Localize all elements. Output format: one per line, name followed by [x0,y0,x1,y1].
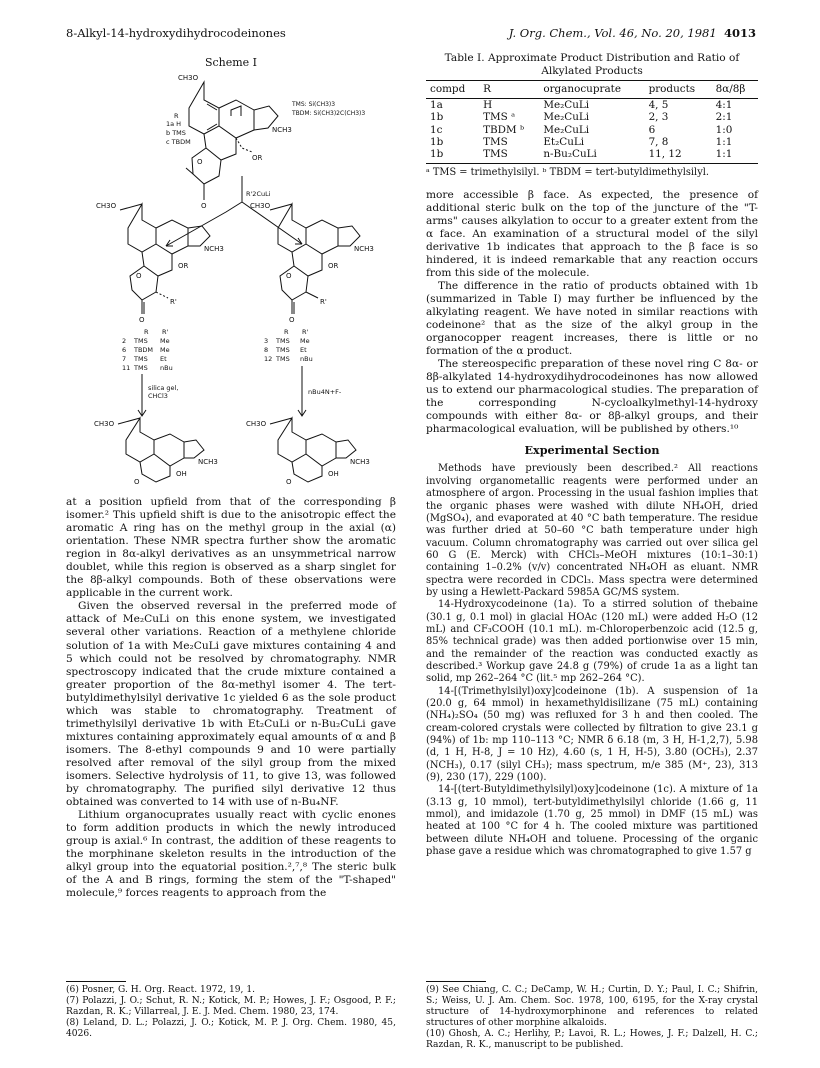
table-footnote: ᵃ TMS = trimethylsilyl. ᵇ TBDM = tert-butyldimethylsilyl. [426,166,709,178]
table-1 [426,80,758,164]
footnote-6: (6) Posner, G. H. Org. React. 1972, 19, 1. [66,985,256,995]
table-cell: 2:1 [715,111,733,124]
table-cell: n-Bu₂CuLi [539,148,644,163]
table-cell: 1b [430,135,444,148]
s3-r: R' [320,298,327,306]
left-paragraph-2: Given the observed reversal in the preferred mode of attack of Me₂CuLi on this enone system, we investigated several other variations. Reaction of a methylene chloride solution of 1a with Me₂CuLi gave mixtures containing 4 and 5 which could not be resolved by chromatography. NMR spectroscopy indicated that the crude mixture contained a greater proportion of the 8α-methyl isomer 4. The tert-butyldimethylsilyl derivative 1c yielded 6 as the sole product which was stable to chromatography. Treatment of trimethylsilyl derivative 1b with Et₂CuLi or n-Bu₂CuLi gave mixtures containing approximately equal amounts of α and β isomers. The 8-ethyl compounds 9 and 10 were partially resolved after removal of the silyl group from the mixed isomers. Selective hydrolysis of 11, to give 13, was followed by chromatography. The purified silyl derivative 12 thus obtained was converted to 14 with use of n-Bu₄NF. [66,600,396,809]
table-header: R [479,81,539,99]
s1-o-keto: O [201,202,207,210]
s2-nch3: NCH3 [204,245,224,253]
s1-nch3: NCH3 [272,126,292,134]
structure-2-6-7-11 [96,202,224,324]
table-header: products [645,81,712,99]
table-header: compd [426,81,479,99]
s2-reagent-2: CHCl3 [148,392,168,400]
s1-rlabel-1: 1a H [166,120,182,128]
exp-paragraph-4: 14-[(tert-Butyldimethylsilyl)oxy]codeinone (1c). A mixture of 1a (3.13 g, 10 mmol), tert-butyldimethylsilyl chloride (1.66 g, 11 mmol), and imidazole (1.70 g, 25 mmol) in DMF (15 mL) was heated at 100 °C for 4 h. The cooled mixture was partitioned between dilute NH₄OH and toluene. Processing of the organic phase gave a residue which was chromatographed to give 1.57 g [426,784,758,858]
s1-ch3o: CH3O [178,74,199,82]
s1-o: O [197,158,203,166]
footnote-7: (7) Polazzi, J. O.; Schut, R. N.; Kotick, M. P.; Howes, J. F.; Osgood, P. F.; Razdan, R. K.; Villarreal, J. E. J. Med. Chem. 1980, 23, 174. [66,996,396,1018]
table-cell: 1:1 [715,135,733,148]
table-cell: Me₂CuLi [543,111,590,124]
table-cell: 4, 5 [648,99,669,112]
arrow-right-down [298,366,306,416]
table-row [426,99,758,112]
arrowheads-top [166,238,302,246]
table-header: 8α/8β [712,81,758,99]
scheme-drawing [66,56,396,488]
table-cell: 1:1 [712,148,758,163]
exp-paragraph-3: 14-[(Trimethylsilyl)oxy]codeinone (1b). A suspension of 1a (20.0 g, 64 mmol) in hexamethyldisilizane (75 mL) containing (NH₄)₂SO₄ (50 mg) was refluxed for 3 h and then cooled. The cream-colored crystals were collected by filtration to give 23.1 g (94%) of 1b: mp 110–113 °C; NMR δ 6.18 (m, 3 H, H-1,2,7), 5.98 (d, 1 H, H-8, J = 10 Hz), 4.60 (s, 1 H, H-5), 3.80 (OCH₃), 2.37 (NCH₃), 0.17 (silyl CH₃); mass spectrum, m/e 385 (M⁺, 23), 313 (9), 230 (17), 229 (100). [426,685,758,784]
experimental-text [426,463,758,858]
right-paragraph-3: The stereospecific preparation of these novel ring C 8α- or 8β-alkylated 14-hydroxydihydrocodeinones has now allowed us to extend our pharmacological studies. The preparation of the corresponding N-cycloalkylmethyl-14-hydroxy compounds with either 8α- or 8β-alkyl groups, and their pharmacological evaluation, will be published by others.¹⁰ [426,358,758,436]
table-cell: 7, 8 [648,135,669,148]
table-row [426,148,758,163]
s3-row0-c0: 3 [264,337,269,345]
s2-row1-c2: Me [160,346,170,354]
s3-row2-c1: TMS [276,355,290,363]
s4-nch3: NCH3 [198,458,218,466]
structure-4-9-13 [94,418,218,486]
exp-paragraph-2: 14-Hydroxycodeinone (1a). To a stirred solution of thebaine (30.1 g, 0.1 mol) in glacial HOAc (120 mL) were added H₂O (12 mL) and CF₃COOH (10.1 mL). m-Chloroperbenzoic acid (12.5 g, 85% technical grade) was then added portionwise over 15 min, and the remainder of the reaction was conducted exactly as described.³ Workup gave 24.8 g (79%) of crude 1a as a light tan solid, mp 262–264 °C (lit.⁵ mp 262–264 °C). [426,599,758,685]
s2-row2-c2: Et [160,355,167,363]
s2-row0-c1: TMS [134,337,148,345]
s5-oh: OH [328,470,339,478]
s3-row1-c2: Et [300,346,307,354]
right-paragraph-2: The difference in the ratio of products obtained with 1b (summarized in Table I) may further be influenced by the alkylating reagent. We have noted in similar reactions with codeinone² that as the size of the alkyl group in the organocopper reagent increases, there is little or no formation of the α product. [426,279,758,358]
s2-row3-c2: nBu [160,364,173,372]
s2-row3-c1: TMS [134,364,148,372]
s3-row1-c1: TMS [276,346,290,354]
table-cell: 1b [430,111,444,124]
reaction-arrows-split [166,176,302,246]
s3-row2-c0: 12 [264,355,273,363]
table-cell: Me₂CuLi [543,99,590,112]
s3-o: O [286,272,292,280]
s2-row3-c0: 11 [122,364,131,372]
s1-or: OR [252,154,263,162]
right-paragraph-1: more accessible β face. As expected, the presence of additional steric bulk on the top of the juncture of the "T-arms" causes alkylation to occur to a greater extent from the α face. An examination of a structural model of the silyl derivative 1b indicates that approach to the β face is so hindered, it is indeed remarkable that any reaction occurs from this side of the molecule. [426,188,758,279]
table-row [426,136,758,148]
s3-hdr-r: R [284,328,289,336]
s4-oh: OH [176,470,187,478]
s2-row1-c1: TBDM [134,346,154,354]
s3-ch3o: CH3O [250,202,271,210]
s2-reagent-1: silica gel, [148,384,179,392]
scheme-1 [66,56,396,488]
s1-tbdm-def: TBDM: Si(CH3)2C(CH3)3 [292,110,366,117]
footnote-rule-right [426,981,486,982]
page-number: 4013 [723,26,756,40]
table-cell: Et₂CuLi [543,135,585,148]
table-cell: TMS [479,148,539,163]
table-row [426,111,758,123]
s1-rlabel-0: R [174,112,179,120]
s2-row0-c2: Me [160,337,170,345]
s3-row1-c0: 8 [264,346,269,354]
s2-ch3o: CH3O [96,202,117,210]
footnotes-right [426,985,758,1052]
left-paragraph-1: at a position upfield from that of the corresponding β isomer.² This upfield shift is due to the anisotropic effect the aromatic A ring has on the methyl group in the axial (α) orientation. These NMR spectra further show the aromatic region in 8α-alkyl derivatives as an unsymmetrical narrow doublet, while this region is observed as a sharp singlet for the 8β-alkyl compounds. Both of these observations were applicable in the current work. [66,496,396,600]
s2-row2-c0: 7 [122,355,127,363]
footnote-10: (10) Ghosh, A. C.; Herlihy, P.; Lavoi, R. L.; Howes, J. F.; Dalzell, H. C.; Razdan, R. K., manuscript to be published. [426,1029,758,1051]
s2-row2-c1: TMS [134,355,148,363]
s3-row2-c2: nBu [300,355,313,363]
table-cell: 11, 12 [645,148,712,163]
s3-row0-c2: Me [300,337,310,345]
s4-o: O [134,478,140,486]
table-cell: 1a [430,99,443,112]
table-title: Table I. Approximate Product Distribution and Ratio of Alkylated Products [444,52,740,77]
s1-rlabel-2: b TMS [166,129,186,137]
scheme-title: Scheme I [204,56,258,69]
journal-citation: J. Org. Chem., Vol. 46, No. 20, 1981 [508,26,717,40]
s4-ch3o: CH3O [94,420,115,428]
table-header: organocuprate [539,81,644,99]
table-cell: 1c [430,123,443,136]
table-header-row [426,81,758,99]
footnote-rule-left [66,981,126,982]
s2-r: R' [170,298,177,306]
section-heading: Experimental Section [524,443,660,458]
s3-o-keto: O [289,316,295,324]
footnote-8: (8) Leland, D. L.; Polazzi, J. O.; Kotick, M. P. J. Org. Chem. 1980, 45, 4026. [66,1018,396,1040]
s2-row0-c0: 2 [122,337,127,345]
table-cell: 6 [648,123,656,136]
s3-or: OR [328,262,339,270]
s3-reagent: nBu4N+F- [308,388,342,396]
s1-tms-def: TMS: Si(CH3)3 [292,101,336,108]
table-cell: 2, 3 [648,111,669,124]
table-cell: 1:0 [715,123,733,136]
s2-row1-c0: 6 [122,346,127,354]
s2-o: O [136,272,142,280]
s3-row0-c1: TMS [276,337,290,345]
running-head-journal [509,26,756,40]
s3-nch3: NCH3 [354,245,374,253]
footnote-9: (9) See Chiang, C. C.; DeCamp, W. H.; Curtin, D. Y.; Paul, I. C.; Shifrin, S.; Weiss, U. J. Am. Chem. Soc. 1978, 100, 6195, for the X-ray crystal structure of 14-hydroxymorphinone and references to related structures of other morphine alkaloids. [426,985,758,1029]
s1-reagent: R'2CuLi [246,190,271,198]
s2-o-keto: O [139,316,145,324]
s5-o: O [286,478,292,486]
s5-ch3o: CH3O [246,420,267,428]
structure-5-10-14 [246,418,370,486]
table-cell: 1b [426,148,479,163]
s2-hdr-rp: R' [162,328,169,336]
table-row [426,124,758,136]
arrow-left-down [138,374,146,416]
right-column [426,52,758,858]
s5-nch3: NCH3 [350,458,370,466]
s2-table [122,337,173,372]
footnotes-left [66,985,396,1040]
table-cell: Me₂CuLi [543,123,590,136]
s1-rlabel-3: c TBDM [166,138,191,146]
table-cell: TBDM ᵇ [483,123,525,136]
table-cell: H [483,99,493,112]
running-head-title: 8-Alkyl-14-hydroxydihydrocodeinones [66,26,286,40]
s2-or: OR [178,262,189,270]
left-paragraph-3: Lithium organocuprates usually react with cyclic enones to form addition products in which the newly introduced group is axial.⁶ In contrast, the addition of these reagents to the morphinane skeleton results in the introduction of the alkyl group into the equatorial position.²,⁷,⁸ The steric bulk of the A and B rings, forming the stem of the "T-shaped" molecule,⁹ forces reagents to approach from the [66,809,396,900]
s2-hdr-r: R [144,328,149,336]
exp-paragraph-1: Methods have previously been described.² All reactions involving organometallic reagents were performed under an atmosphere of argon. Processing in the usual fashion implies that the organic phases were washed with dilute NH₄OH, dried (MgSO₄), and evaporated at 40 °C bath temperature. The residue was further dried at 50–60 °C bath temperature under high vacuum. Column chromatography was carried out over silica gel 60 G (E. Merck) with CHCl₃–MeOH mixtures (10:1–30:1) containing 1–0.2% (v/v) concentrated NH₄OH as eluant. NMR spectra were recorded in CDCl₃. Mass spectra were determined by using a Hewlett-Packard 5985A GC/MS system. [426,463,758,598]
s3-table [264,337,313,363]
table-cell: 4:1 [715,99,733,112]
table-cell: TMS [483,135,508,148]
left-column-text [66,496,396,900]
s3-hdr-rp: R' [302,328,309,336]
table-cell: TMS ᵃ [483,111,516,124]
